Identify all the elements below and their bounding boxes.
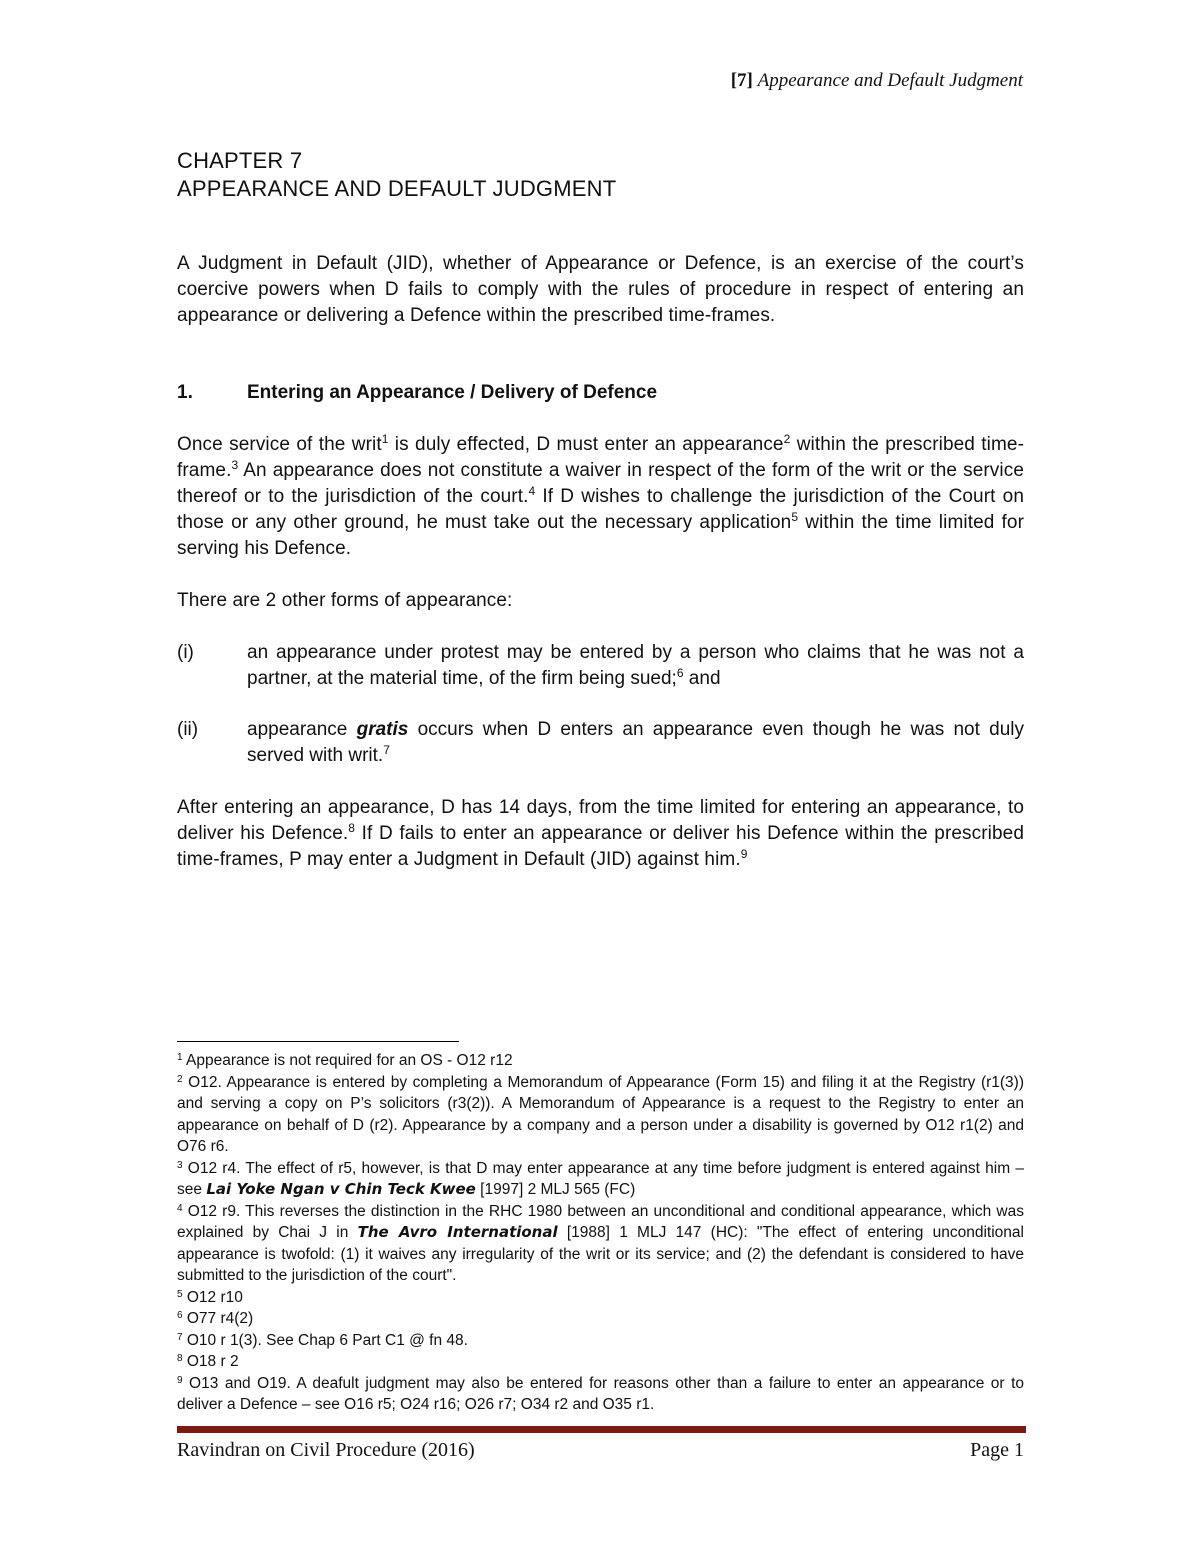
- footnote-6: [177, 1308, 1024, 1330]
- case-citation: Lai Yoke Ngan v Chin Teck Kwee: [206, 1180, 476, 1198]
- footnote-ref[interactable]: 7: [383, 743, 390, 757]
- list-item-text: [247, 717, 1024, 769]
- footnote-ref[interactable]: 3: [231, 458, 239, 472]
- para-text: There are 2 other forms of appearance:: [177, 590, 513, 611]
- footnote-number: 5: [177, 1288, 183, 1300]
- footer-source: Ravindran on Civil Procedure (2016): [177, 1439, 475, 1461]
- para-text: If D wishes to challenge the jurisdiction of the Court on those or any other ground, he must take out the necessary application: [177, 486, 1024, 533]
- case-citation: The Avro International: [357, 1223, 558, 1241]
- item-text: appearance: [247, 719, 357, 740]
- footnote-8: [177, 1351, 1024, 1373]
- list-item-protest: [177, 640, 1024, 692]
- item-text: an appearance under protest may be entered by a person who claims that he was not a partner, at the material time, of the firm being sued;: [247, 642, 1024, 689]
- paragraph-defence: [177, 795, 1024, 873]
- item-text: occurs when D enters an appearance even though he was not duly served with writ.: [247, 719, 1024, 766]
- footnote-ref[interactable]: 6: [676, 666, 684, 680]
- intro-text: A Judgment in Default (JID), whether of Appearance or Defence, is an exercise of the court’s coercive powers when D fails to comply with the rules of procedure in respect of entering an appearance or delivering a Defence within the prescribed time-frames.: [177, 253, 1024, 326]
- footnote-text: Appearance is not required for an OS - O12 r12: [182, 1052, 513, 1069]
- para-text: An appearance does not constitute a waiver in respect of the form of the writ or the service thereof or to the jurisdiction of the court.: [177, 460, 1024, 507]
- footnote-text: O18 r 2: [182, 1353, 239, 1370]
- list-marker: (i): [177, 642, 194, 663]
- footnote-text: [1997] 2 MLJ 565 (FC): [475, 1181, 636, 1198]
- intro-paragraph: [177, 251, 1024, 329]
- footnote-ref[interactable]: 8: [348, 821, 356, 835]
- para-text: If D fails to enter an appearance or deliver his Defence within the prescribed time-frames, P may enter a Judgment in Default (JID) against him.: [177, 823, 1024, 870]
- list-item-gratis: [177, 717, 1024, 769]
- paragraph-appearance: [177, 432, 1024, 562]
- footnote-text: O13 and O19. A deafult judgment may also be entered for reasons other than a failure to enter an appearance or to deliver a Defence – see O16 r5; O24 r16; O26 r7; O34 r2 and O35 r1.: [177, 1374, 1024, 1413]
- footnote-number: 3: [177, 1159, 183, 1171]
- footnote-3: [177, 1158, 1024, 1201]
- header-chapter-number: [7]: [730, 70, 753, 91]
- footnote-1: [177, 1050, 1024, 1072]
- footer-page-number: Page 1: [970, 1439, 1024, 1461]
- para-text: within the time limited for serving his Defence.: [177, 512, 1024, 559]
- footnote-number: 1: [177, 1052, 183, 1063]
- footnote-number: 7: [177, 1331, 183, 1343]
- section-heading: [177, 380, 657, 406]
- footnote-9: [177, 1373, 1024, 1416]
- footnote-ref[interactable]: 2: [783, 432, 791, 446]
- chapter-heading: [177, 147, 616, 203]
- footnote-4: [177, 1201, 1024, 1287]
- footnote-number: 9: [177, 1374, 183, 1386]
- footnote-text: O12 r4. The effect of r5, however, is that D may enter appearance at any time before judgment is entered against him – see: [177, 1159, 1024, 1198]
- para-text: After entering an appearance, D has 14 days, from the time limited for entering an appearance, to deliver his Defence.: [177, 797, 1024, 844]
- footnote-ref[interactable]: 1: [381, 432, 389, 446]
- footer-divider-bar: [177, 1426, 1026, 1433]
- footnote-text: O12 r10: [182, 1288, 243, 1306]
- footnote-number: 2: [177, 1073, 183, 1085]
- footnote-separator: [177, 1041, 459, 1042]
- chapter-title: APPEARANCE AND DEFAULT JUDGMENT: [177, 176, 617, 201]
- footnote-number: 6: [177, 1310, 183, 1321]
- item-text-tail: and: [683, 668, 721, 689]
- para-text: within the prescribed time-frame.: [177, 434, 1024, 481]
- footnote-text: O12. Appearance is entered by completing a Memorandum of Appearance (Form 15) and filing it at the Registry (r1(3)) and serving a copy on P’s solicitors (r3(2)). A Memorandum of Appearance is a request to the Registry to enter an appearance on behalf of D (r2). Appearance by a company and a person under a disability is governed by O12 r1(2) and O76 r6.: [177, 1073, 1024, 1155]
- para-text: is duly effected, D must enter an appearance: [388, 434, 784, 455]
- section-number: 1.: [177, 382, 193, 403]
- list-item-text: [247, 640, 1024, 692]
- footnote-number: 4: [177, 1202, 183, 1214]
- running-header: [731, 70, 1023, 92]
- footnote-ref[interactable]: 5: [791, 510, 799, 524]
- footnote-2: [177, 1072, 1024, 1158]
- list-marker: (ii): [177, 719, 199, 740]
- para-text: Once service of the writ: [177, 434, 382, 455]
- footnote-number: 8: [177, 1353, 183, 1364]
- paragraph-other-forms: [177, 588, 1024, 614]
- section-title: Entering an Appearance / Delivery of Defence: [247, 382, 658, 403]
- footnote-ref[interactable]: 9: [740, 847, 748, 861]
- footnote-text: [1988] 1 MLJ 147 (HC): "The effect of entering unconditional appearance is twofold: (1) it waives any irregularity of the writ or its service; and (2) the defendant is considered to have submitted to the jurisdiction of the court".: [177, 1224, 1024, 1284]
- header-chapter-title: Appearance and Default Judgment: [757, 70, 1023, 91]
- footnote-5: [177, 1287, 1024, 1309]
- footnote-7: [177, 1330, 1024, 1352]
- footnotes: [177, 1050, 1024, 1416]
- footnote-text: O12 r9. This reverses the distinction in the RHC 1980 between an unconditional and conditional appearance, which was explained by Chai J in: [177, 1202, 1024, 1241]
- chapter-label: CHAPTER 7: [177, 148, 303, 173]
- emphasis-gratis: gratis: [356, 719, 409, 740]
- footnote-text: O77 r4(2): [182, 1310, 254, 1327]
- footnote-ref[interactable]: 4: [528, 484, 536, 498]
- footnote-text: O10 r 1(3). See Chap 6 Part C1 @ fn 48.: [182, 1331, 468, 1349]
